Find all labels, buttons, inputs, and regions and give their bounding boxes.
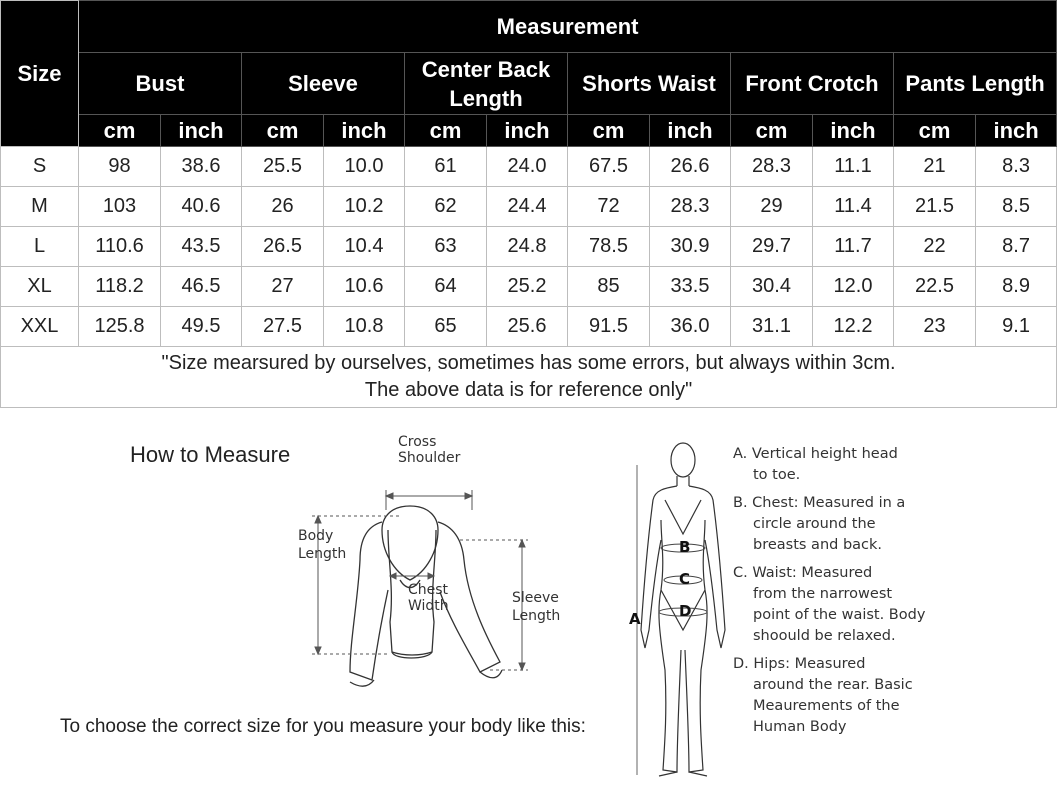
table-cell: 27	[242, 267, 324, 307]
table-cell: 31.1	[731, 307, 813, 347]
table-cell: 30.4	[731, 267, 813, 307]
table-cell: 65	[405, 307, 487, 347]
table-cell: 11.1	[813, 147, 894, 187]
table-cell: 62	[405, 187, 487, 227]
table-cell: 103	[79, 187, 161, 227]
unit-header-inch: inch	[650, 115, 731, 147]
table-cell: 61	[405, 147, 487, 187]
table-cell: 24.4	[487, 187, 568, 227]
body-figure-diagram	[615, 430, 730, 790]
size-cell: XL	[1, 267, 79, 307]
chest-width-label-2: Width	[408, 598, 449, 614]
table-row	[1, 147, 1057, 187]
how-to-measure-title: How to Measure	[130, 442, 291, 467]
garment-diagram	[290, 430, 561, 680]
unit-header-cm: cm	[242, 115, 324, 147]
group-header-pants-length: Pants Length	[894, 53, 1057, 115]
size-cell: XXL	[1, 307, 79, 347]
table-cell: 85	[568, 267, 650, 307]
table-cell: 22.5	[894, 267, 976, 307]
disclaimer-note	[1, 347, 1057, 408]
table-cell: 72	[568, 187, 650, 227]
table-cell: 38.6	[161, 147, 242, 187]
table-cell: 33.5	[650, 267, 731, 307]
table-cell: 8.7	[976, 227, 1057, 267]
unit-header-cm: cm	[405, 115, 487, 147]
table-cell: 27.5	[242, 307, 324, 347]
table-row	[1, 187, 1057, 227]
table-cell: 23	[894, 307, 976, 347]
table-cell: 8.9	[976, 267, 1057, 307]
table-row	[1, 227, 1057, 267]
body-length-label-1: Body	[298, 528, 334, 544]
unit-header-cm: cm	[568, 115, 650, 147]
figure-letter-a: A	[629, 610, 641, 628]
table-cell: 25.6	[487, 307, 568, 347]
choose-size-instruction: To choose the correct size for you measure your body like this:	[60, 716, 586, 737]
table-cell: 8.5	[976, 187, 1057, 227]
table-cell: 67.5	[568, 147, 650, 187]
table-cell: 22	[894, 227, 976, 267]
figure-letter-c: C	[679, 570, 691, 588]
table-row	[1, 267, 1057, 307]
table-cell: 25.5	[242, 147, 324, 187]
unit-header-cm: cm	[894, 115, 976, 147]
table-cell: 10.8	[324, 307, 405, 347]
unit-header-cm: cm	[731, 115, 813, 147]
table-cell: 78.5	[568, 227, 650, 267]
table-cell: 10.4	[324, 227, 405, 267]
sleeve-length-label-2: Length	[512, 608, 561, 624]
table-cell: 40.6	[161, 187, 242, 227]
unit-header-inch: inch	[976, 115, 1057, 147]
legend-item-b: B. Chest: Measured in a circle around the breasts and back.	[733, 495, 906, 553]
table-cell: 36.0	[650, 307, 731, 347]
measurement-legend	[733, 444, 933, 745]
table-cell: 46.5	[161, 267, 242, 307]
table-cell: 12.2	[813, 307, 894, 347]
table-cell: 26.6	[650, 147, 731, 187]
table-cell: 125.8	[79, 307, 161, 347]
table-cell: 91.5	[568, 307, 650, 347]
table-cell: 29	[731, 187, 813, 227]
table-cell: 29.7	[731, 227, 813, 267]
table-cell: 43.5	[161, 227, 242, 267]
size-cell: S	[1, 147, 79, 187]
table-cell: 28.3	[731, 147, 813, 187]
table-cell: 110.6	[79, 227, 161, 267]
cross-shoulder-label-1: Cross	[398, 434, 437, 450]
table-cell: 21	[894, 147, 976, 187]
table-cell: 28.3	[650, 187, 731, 227]
unit-header-inch: inch	[161, 115, 242, 147]
table-cell: 10.2	[324, 187, 405, 227]
sleeve-length-label-1: Sleeve	[512, 590, 559, 606]
legend-item-c: C. Waist: Measured from the narrowest point of the waist. Body shoould be relaxed.	[733, 565, 926, 644]
body-length-label-2: Length	[298, 546, 347, 562]
table-cell: 10.6	[324, 267, 405, 307]
table-cell: 98	[79, 147, 161, 187]
group-header-sleeve: Sleeve	[242, 53, 405, 115]
unit-header-inch: inch	[487, 115, 568, 147]
table-cell: 24.0	[487, 147, 568, 187]
legend-item-d: D. Hips: Measured around the rear. Basic Meaurements of the Human Body	[733, 656, 913, 735]
note-line-2: The above data is for reference only"	[364, 379, 693, 401]
table-cell: 24.8	[487, 227, 568, 267]
table-row	[1, 307, 1057, 347]
size-header: Size	[1, 1, 79, 147]
note-line-1: "Size mearsured by ourselves, sometimes has some errors, but always within 3cm.	[161, 352, 896, 374]
table-cell: 25.2	[487, 267, 568, 307]
table-cell: 9.1	[976, 307, 1057, 347]
how-to-measure-section	[0, 410, 1056, 800]
group-header-front-crotch: Front Crotch	[731, 53, 894, 115]
table-cell: 8.3	[976, 147, 1057, 187]
table-cell: 21.5	[894, 187, 976, 227]
size-cell: M	[1, 187, 79, 227]
table-cell: 49.5	[161, 307, 242, 347]
figure-letter-d: D	[679, 602, 692, 620]
table-cell: 63	[405, 227, 487, 267]
group-header-bust: Bust	[79, 53, 242, 115]
unit-header-inch: inch	[813, 115, 894, 147]
table-cell: 26.5	[242, 227, 324, 267]
cross-shoulder-label-2: Shoulder	[398, 450, 461, 466]
table-cell: 64	[405, 267, 487, 307]
unit-header-cm: cm	[79, 115, 161, 147]
table-cell: 26	[242, 187, 324, 227]
chest-width-label-1: Chest	[408, 582, 449, 598]
table-cell: 11.4	[813, 187, 894, 227]
table-cell: 10.0	[324, 147, 405, 187]
size-cell: L	[1, 227, 79, 267]
table-cell: 118.2	[79, 267, 161, 307]
table-cell: 30.9	[650, 227, 731, 267]
table-cell: 12.0	[813, 267, 894, 307]
unit-header-inch: inch	[324, 115, 405, 147]
measurement-header: Measurement	[79, 1, 1057, 53]
table-cell: 11.7	[813, 227, 894, 267]
group-header-center-back-length: Center Back Length	[405, 53, 568, 115]
figure-letter-b: B	[679, 538, 691, 556]
group-header-shorts-waist: Shorts Waist	[568, 53, 731, 115]
legend-item-a: A. Vertical height head to toe.	[733, 446, 898, 483]
